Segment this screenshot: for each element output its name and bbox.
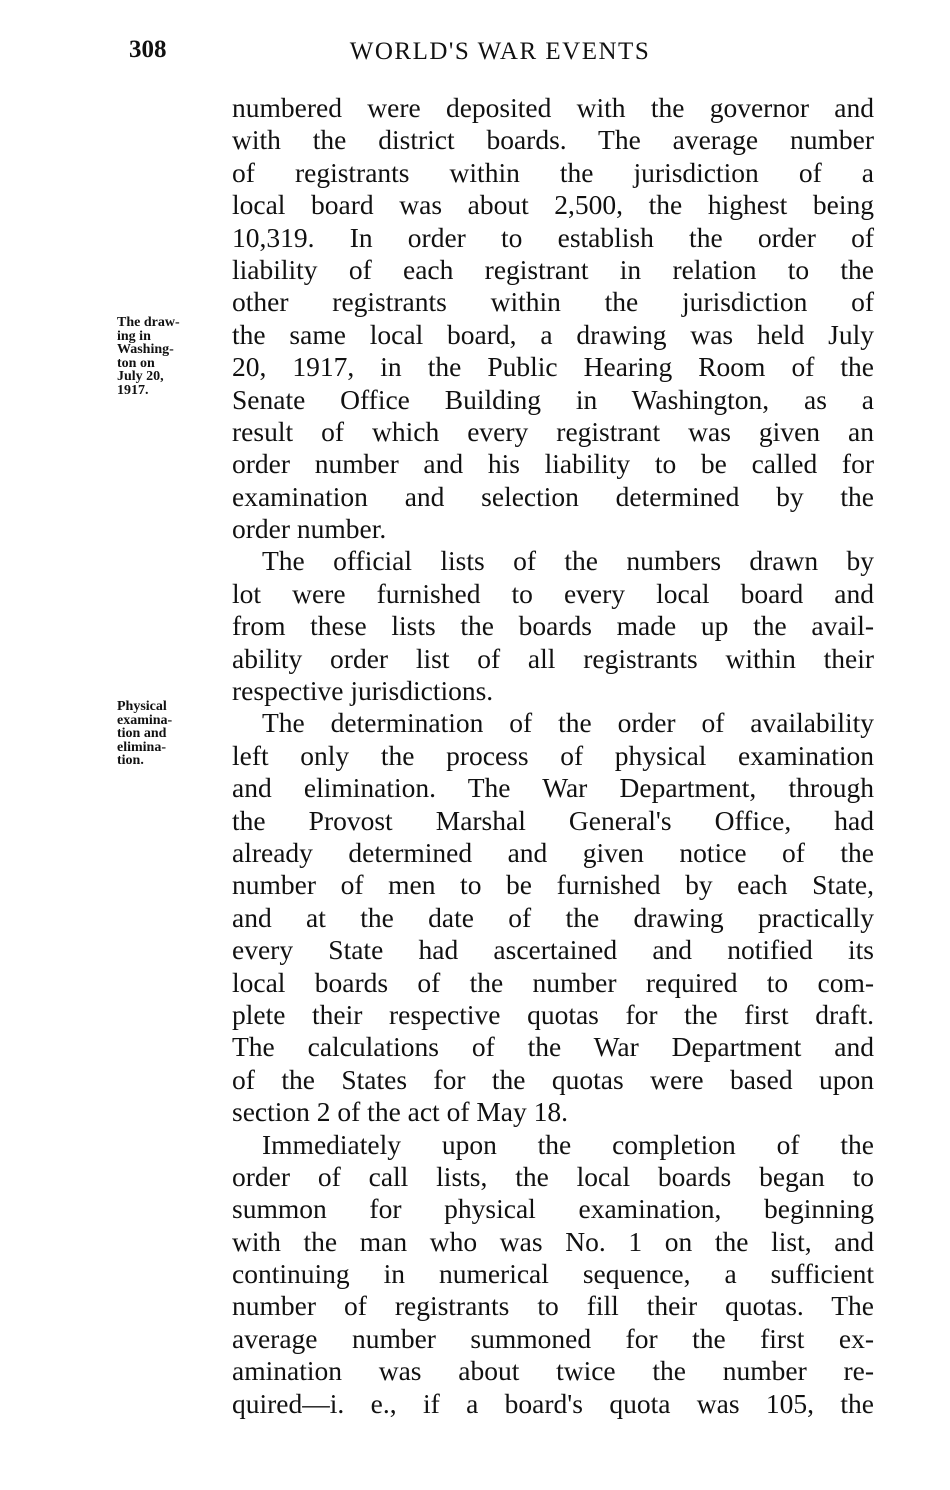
paragraph [232, 92, 874, 545]
margin-note-line: 1917. [117, 382, 149, 398]
text-line: examination and selection determined by the [232, 480, 874, 512]
text-line: average number summoned for the first ex- [232, 1322, 874, 1354]
text-line: continuing in numerical sequence, a sufficient [232, 1258, 874, 1290]
text-line: section 2 of the act of May 18. [232, 1096, 569, 1128]
margin-note-line: ton on [117, 355, 155, 371]
margin-note-line: examina- [117, 712, 173, 728]
text-line: 20, 1917, in the Public Hearing Room of the [232, 351, 874, 383]
margin-note-line: ing in [117, 328, 151, 344]
text-line: with the district boards. The average number [232, 124, 874, 156]
text-line: result of which every registrant was given an [232, 415, 874, 447]
text-line: order of call lists, the local boards began to [232, 1160, 874, 1192]
text-line: quired—i. e., if a board's quota was 105, the [232, 1387, 874, 1419]
text-line: liability of each registrant in relation to the [232, 253, 874, 285]
text-line: left only the process of physical examination [232, 739, 874, 771]
text-line: the same local board, a drawing was held July [232, 318, 874, 350]
text-line: number of men to be furnished by each State, [232, 869, 874, 901]
page-number: 308 [129, 36, 167, 63]
text-line: respective jurisdictions. [232, 675, 494, 707]
text-line: of registrants within the jurisdiction of a [232, 156, 874, 188]
text-line: plete their respective quotas for the first draft. [232, 998, 874, 1030]
margin-note-line: Washing- [117, 342, 174, 357]
margin-note-line: Physical [117, 699, 167, 714]
text-line: order number and his liability to be called for [232, 448, 874, 480]
text-line: of the States for the quotas were based upon [232, 1063, 874, 1095]
running-title: WORLD'S WAR EVENTS [349, 38, 651, 65]
margin-note-line: tion and [117, 726, 167, 741]
margin-note-physical-examination [117, 700, 227, 768]
paragraph [232, 1129, 874, 1421]
text-line: lot were furnished to every local board and [232, 577, 874, 609]
paragraph [232, 545, 874, 707]
text-line: 10,319. In order to establish the order of [232, 221, 874, 253]
text-line: Immediately upon the completion of the [262, 1128, 874, 1160]
text-line: local board was about 2,500, the highest being [232, 189, 874, 221]
margin-note-line: July 20, [117, 369, 164, 384]
text-line: other registrants within the jurisdiction of [232, 286, 874, 318]
text-line: The determination of the order of availability [262, 707, 874, 739]
margin-note-line: The draw- [117, 315, 180, 330]
text-line: the Provost Marshal General's Office, had [232, 804, 874, 836]
margin-note-line: elimina- [117, 739, 166, 755]
text-line: and elimination. The War Department, through [232, 772, 874, 804]
text-line: Senate Office Building in Washington, as a [232, 383, 874, 415]
margin-note-drawing [117, 316, 227, 397]
text-line: summon for physical examination, beginning [232, 1193, 874, 1225]
text-line: The calculations of the War Department and [232, 1031, 874, 1063]
text-line: already determined and given notice of the [232, 836, 874, 868]
text-line: amination was about twice the number re- [232, 1355, 874, 1387]
text-line: from these lists the boards made up the avail- [232, 610, 874, 642]
text-line: ability order list of all registrants within their [232, 642, 874, 674]
text-line: local boards of the number required to com- [232, 966, 874, 998]
margin-note-line: tion. [117, 753, 144, 768]
text-line: numbered were deposited with the governor and [232, 92, 874, 123]
paragraph [232, 707, 874, 1128]
text-line: The official lists of the numbers drawn by [262, 545, 874, 577]
text-line: number of registrants to fill their quotas. The [232, 1290, 874, 1322]
text-line: and at the date of the drawing practically [232, 901, 874, 933]
text-line: with the man who was No. 1 on the list, and [232, 1225, 874, 1257]
text-line: order number. [232, 513, 387, 545]
body-text [232, 92, 874, 1420]
text-line: every State had ascertained and notified its [232, 934, 874, 966]
